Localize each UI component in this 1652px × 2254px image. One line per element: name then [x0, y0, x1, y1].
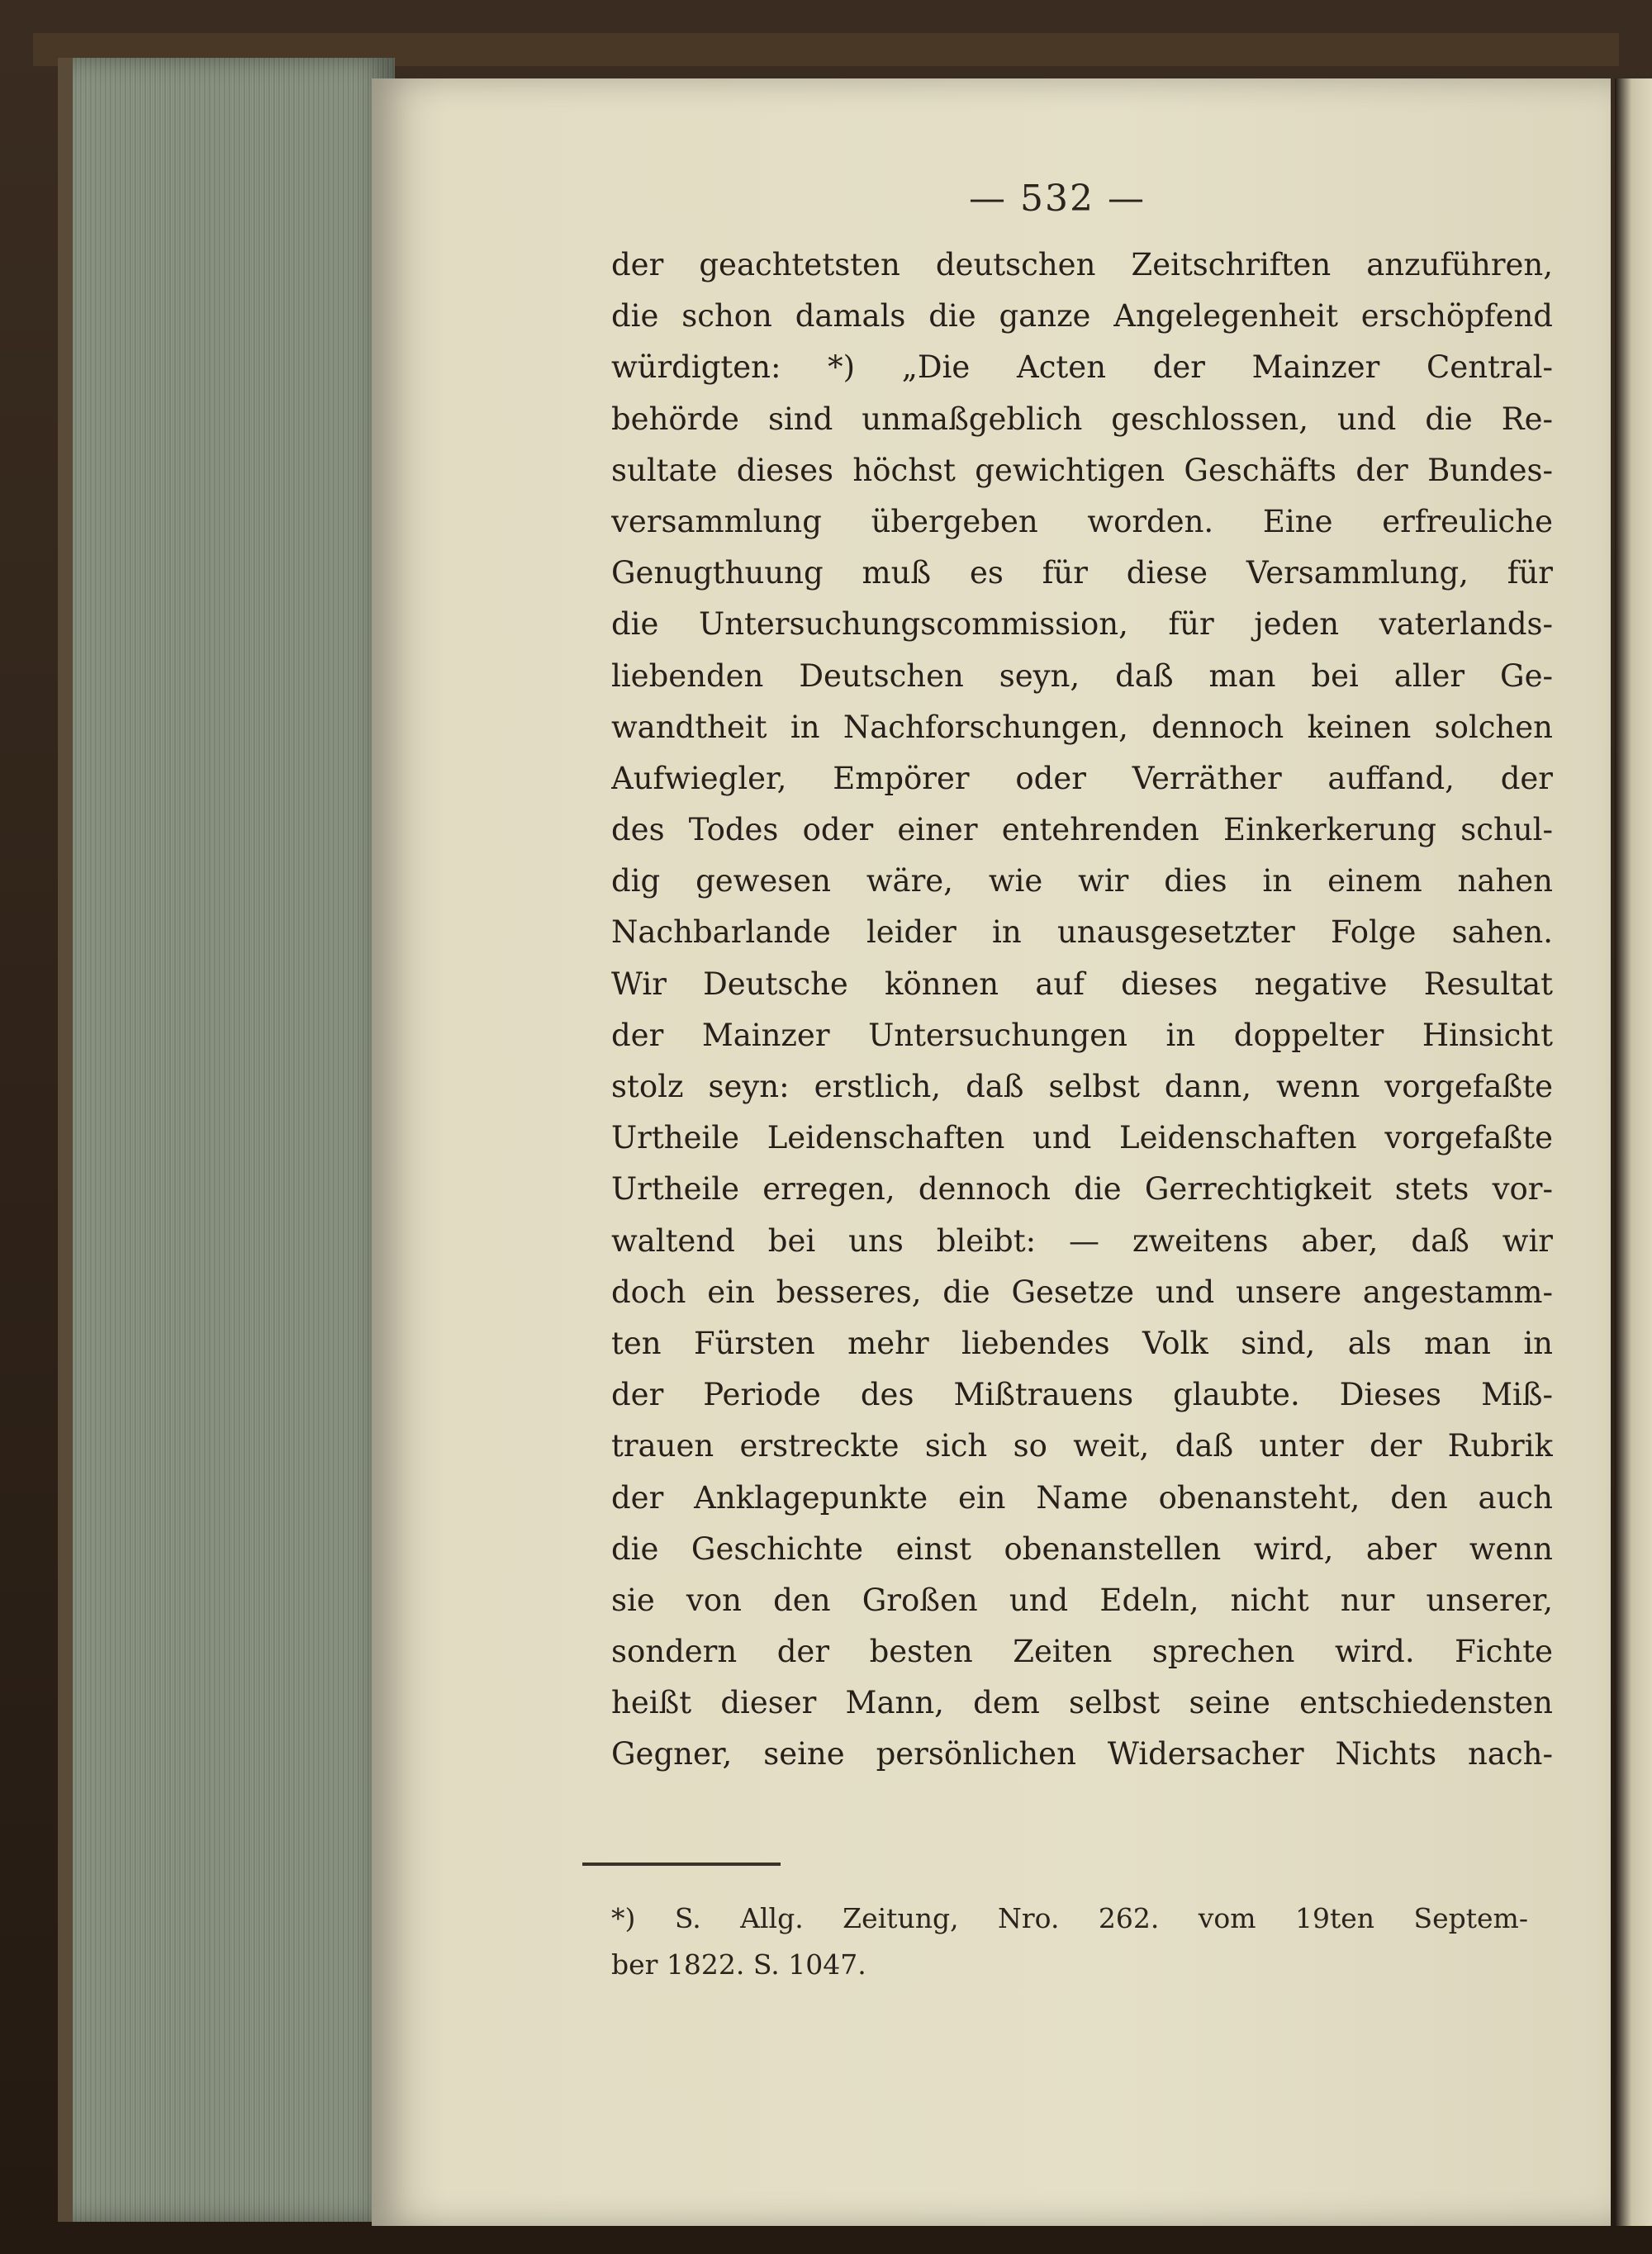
text-line: wandtheit in Nachforschungen, dennoch keinen solchen: [611, 709, 1553, 745]
text-line: Gegner, seine persönlichen Widersacher Nichts nach-: [611, 1736, 1553, 1772]
footnote-line: *) S. Allg. Zeitung, Nro. 262. vom 19ten Septem-: [611, 1902, 1528, 1934]
text-line: sondern der besten Zeiten sprechen wird. Fichte: [611, 1634, 1553, 1670]
text-line: der Mainzer Untersuchungen in doppelter Hinsicht: [611, 1017, 1553, 1053]
text-line: liebenden Deutschen seyn, daß man bei aller Ge-: [611, 657, 1553, 694]
text-line: ten Fürsten mehr liebendes Volk sind, als man in: [611, 1325, 1553, 1361]
text-line: des Todes oder einer entehrenden Einkerkerung schul-: [611, 812, 1553, 848]
text-line: der Periode des Mißtrauens glaubte. Dieses Miß-: [611, 1377, 1553, 1413]
text-line: dig gewesen wäre, wie wir dies in einem nahen: [611, 863, 1553, 899]
text-line: Nachbarlande leider in unausgesetzter Folge sahen.: [611, 914, 1553, 951]
text-line: die Geschichte einst obenanstellen wird, aber wenn: [611, 1530, 1553, 1567]
text-line: würdigten: *) „Die Acten der Mainzer Central-: [611, 349, 1553, 386]
page-number: — 532 —: [969, 178, 1146, 220]
text-line: versammlung übergeben worden. Eine erfreuliche: [611, 503, 1553, 539]
text-line: doch ein besseres, die Gesetze und unsere angestamm-: [611, 1274, 1553, 1310]
text-line: behörde sind unmaßgeblich geschlossen, und die Re-: [611, 401, 1553, 437]
footnote-divider: [582, 1863, 781, 1866]
footnote-line: ber 1822. S. 1047.: [611, 1948, 866, 1981]
text-line: waltend bei uns bleibt: — zweitens aber, daß wir: [611, 1222, 1553, 1259]
text-line: der geachtetsten deutschen Zeitschriften anzuführen,: [611, 247, 1553, 282]
text-line: Genugthuung muß es für diese Versammlung, für: [611, 555, 1553, 591]
text-line: sultate dieses höchst gewichtigen Geschäfts der Bundes-: [611, 452, 1553, 488]
text-line: heißt dieser Mann, dem selbst seine entschiedensten: [611, 1685, 1553, 1721]
text-line: stolz seyn: erstlich, daß selbst dann, wenn vorgefaßte: [611, 1069, 1553, 1104]
text-line: sie von den Großen und Edeln, nicht nur unserer,: [611, 1582, 1553, 1618]
text-line: Urtheile erregen, dennoch die Gerrechtigkeit stets vor-: [611, 1171, 1553, 1208]
text-line: der Anklagepunkte ein Name obenansteht, den auch: [611, 1479, 1553, 1516]
facing-page-edge: [1615, 78, 1652, 2226]
text-line: Urtheile Leidenschaften und Leidenschaften vorgefaßte: [611, 1120, 1553, 1156]
text-line: die Untersuchungscommission, für jeden vaterlands-: [611, 606, 1553, 643]
page-stack-edge: [58, 58, 395, 2222]
footnote: [611, 1896, 1528, 1988]
text-line: die schon damals die ganze Angelegenheit erschöpfend: [611, 298, 1553, 335]
text-line: Aufwiegler, Empörer oder Verräther auffand, der: [611, 760, 1553, 796]
text-line: Wir Deutsche können auf dieses negative Resultat: [611, 966, 1553, 1002]
body-text: [611, 240, 1553, 1781]
text-line: trauen erstreckte sich so weit, daß unter der Rubrik: [611, 1428, 1553, 1464]
